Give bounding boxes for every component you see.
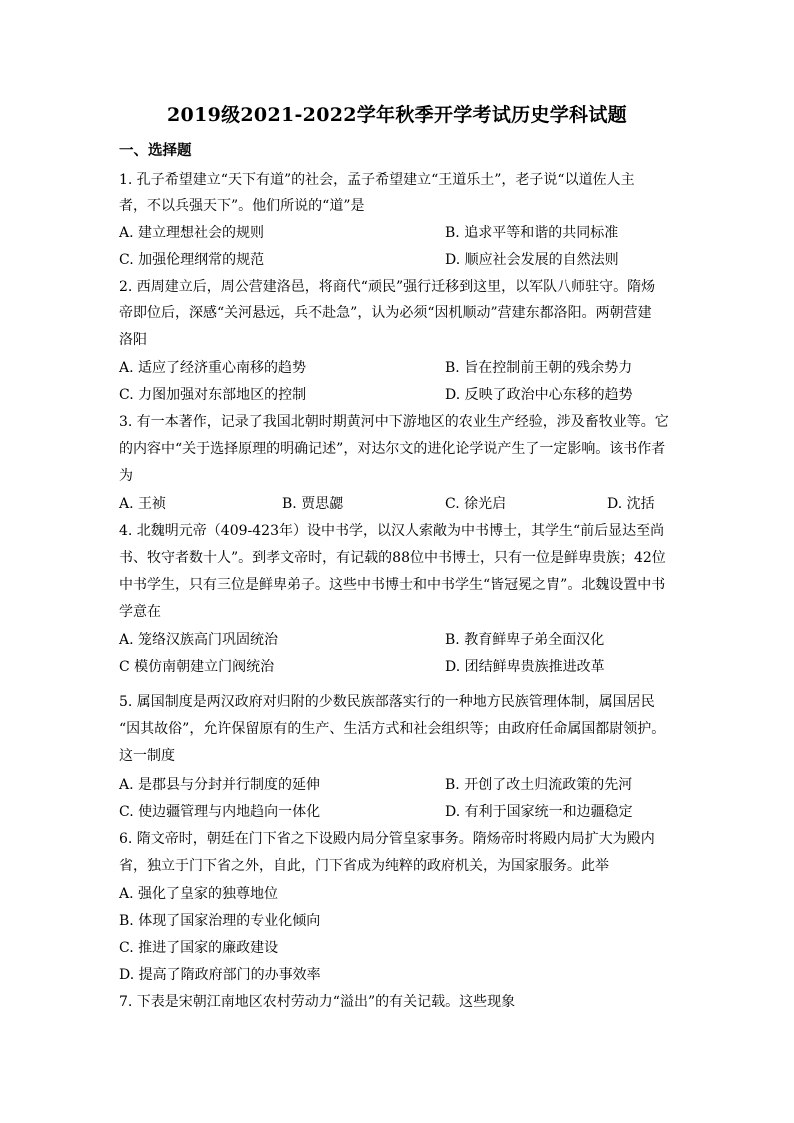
question-5-line-1: 5. 属国制度是两汉政府对归附的少数民族部落实行的一种地方民族管理体制，属国居民 <box>119 694 655 710</box>
question-1-option-b: B. 追求平等和谐的共同标准 <box>445 225 619 241</box>
question-2-line-3: 洛阳 <box>119 332 147 348</box>
question-5-line-2: “因其故俗”，允许保留原有的生产、生活方式和社会组织等；由政府任命属国都尉领护。 <box>119 721 666 737</box>
question-3-line-3: 为 <box>119 468 133 484</box>
question-3-option-c: C. 徐光启 <box>445 496 507 512</box>
question-1-option-d: D. 顺应社会发展的自然法则 <box>445 252 619 268</box>
question-6-line-1: 6. 隋文帝时，朝廷在门下省之下设殿内局分管皇家事务。隋炀帝时将殿内局扩大为殿内 <box>119 831 655 847</box>
question-5-option-b: B. 开创了改土归流政策的先河 <box>445 777 633 793</box>
question-4-line-1: 4. 北魏明元帝（409-423年）设中书学，以汉人索敞为中书博士，其学生“前后显达至尚 <box>119 523 665 539</box>
question-4-line-3: 中书学生，只有三位是鲜卑弟子。这些中书博士和中书学生“皆冠冕之胄”。北魏设置中书 <box>119 577 666 593</box>
question-1-option-c: C. 加强伦理纲常的规范 <box>119 252 265 268</box>
question-4-option-d: D. 团结鲜卑贵族推进改革 <box>445 659 605 675</box>
question-4-option-a: A. 笼络汉族高门巩固统治 <box>119 632 279 648</box>
question-7-line-1: 7. 下表是宋朝江南地区农村劳动力“溢出”的有关记载。这些现象 <box>119 994 516 1010</box>
question-3-option-d: D. 沈括 <box>607 496 655 512</box>
section-heading: 一、选择题 <box>119 142 192 159</box>
question-3-line-1: 3. 有一本著作，记录了我国北朝时期黄河中下游地区的农业生产经验，涉及畜牧业等。它 <box>119 414 669 430</box>
question-1-line-1: 1. 孔子希望建立“天下有道”的社会，孟子希望建立“王道乐土”，老子说“以道佐人主 <box>119 172 635 188</box>
question-4-line-4: 学意在 <box>119 604 161 620</box>
question-5-option-a: A. 是郡县与分封并行制度的延伸 <box>119 777 321 793</box>
question-2-line-1: 2. 西周建立后，周公营建洛邑，将商代“顽民”强行迁移到这里，以军队八师驻守。隋炀 <box>119 279 656 295</box>
question-3-option-a: A. 王祯 <box>119 496 167 512</box>
question-6-option-a: A. 强化了皇家的独尊地位 <box>119 886 279 902</box>
question-2-option-c: C. 力图加强对东部地区的控制 <box>119 387 307 403</box>
question-6-option-c: C. 推进了国家的廉政建设 <box>119 940 279 956</box>
question-2-line-2: 帝即位后，深感“关河悬远，兵不赴急”，认为必须“因机顺动”营建东都洛阳。两朝营建 <box>119 305 652 321</box>
question-1-option-a: A. 建立理想社会的规则 <box>119 225 265 241</box>
question-4-option-c: C 模仿南朝建立门阀统治 <box>119 659 275 675</box>
question-3-option-b: B. 贾思勰 <box>282 496 344 512</box>
question-2-option-a: A. 适应了经济重心南移的趋势 <box>119 360 307 376</box>
question-5-line-3: 这一制度 <box>119 748 175 764</box>
question-1-line-2: 者，不以兵强天下”。他们所说的“道”是 <box>119 198 365 214</box>
question-3-line-2: 的内容中“关于选择原理的明确记述”，对达尔文的进化论学说产生了一定影响。该书作者 <box>119 441 666 457</box>
question-4-option-b: B. 教育鲜卑子弟全面汉化 <box>445 632 605 648</box>
question-6-line-2: 省，独立于门下省之外，自此，门下省成为纯粹的政府机关，为国家服务。此举 <box>119 858 609 874</box>
question-6-option-b: B. 体现了国家治理的专业化倾向 <box>119 913 321 929</box>
question-5-option-d: D. 有利于国家统一和边疆稳定 <box>445 804 633 820</box>
question-2-option-b: B. 旨在控制前王朝的残余势力 <box>445 360 633 376</box>
question-4-line-2: 书、牧守者数十人”。到孝文帝时，有记载的88位中书博士，只有一位是鲜卑贵族；42位 <box>119 550 666 566</box>
question-5-option-c: C. 使边疆管理与内地趋向一体化 <box>119 804 321 820</box>
page-title: 2019级2021-2022学年秋季开学考试历史学科试题 <box>167 104 627 126</box>
question-6-option-d: D. 提高了隋政府部门的办事效率 <box>119 967 321 983</box>
question-2-option-d: D. 反映了政治中心东移的趋势 <box>445 387 633 403</box>
